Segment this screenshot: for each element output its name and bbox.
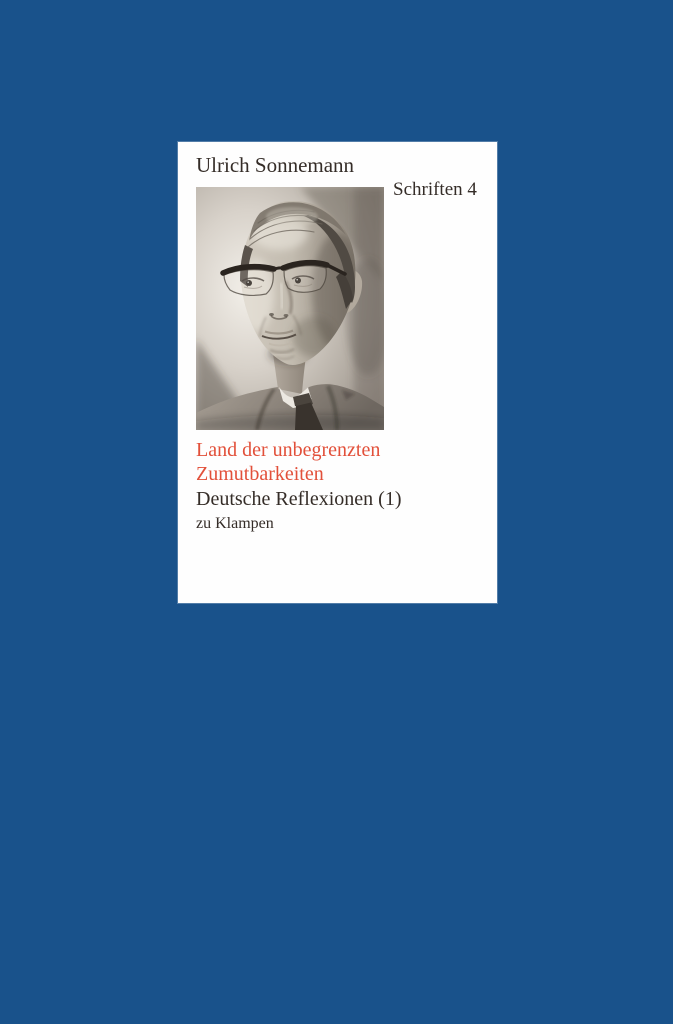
book-cover (178, 142, 497, 603)
author-name: Ulrich Sonnemann (196, 153, 355, 177)
portrait-photo (196, 187, 384, 430)
book-title-line2: Zumutbarkeiten (196, 463, 324, 485)
book-title-line1: Land der unbegrenzten (196, 439, 381, 461)
book-title (196, 438, 380, 486)
book-subtitle: Deutsche Reflexionen (1) (196, 488, 402, 510)
publisher-name: zu Klampen (196, 515, 274, 532)
portrait-photo-illustration (196, 187, 384, 430)
series-label: Schriften 4 (393, 179, 477, 200)
